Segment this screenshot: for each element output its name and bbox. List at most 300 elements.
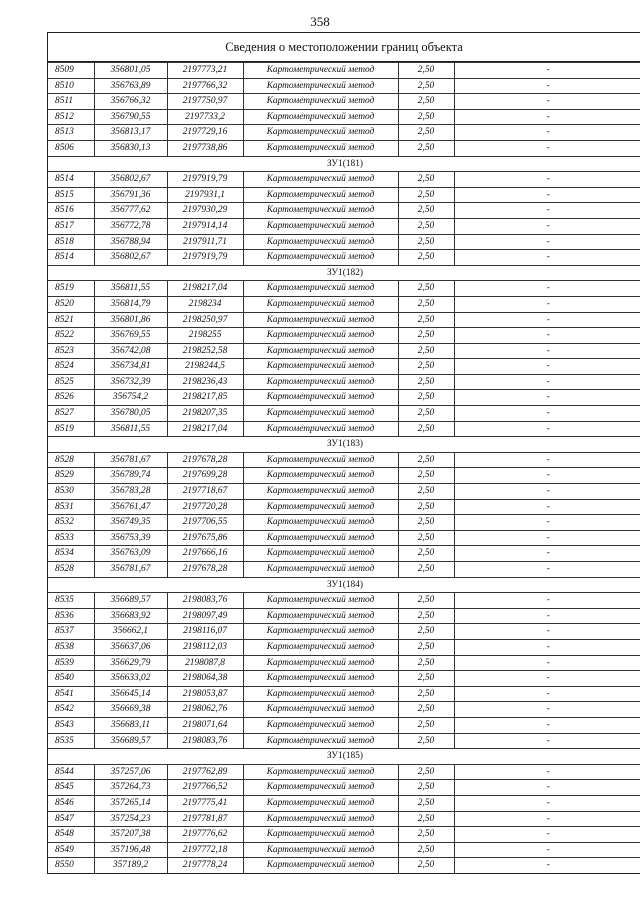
- x-coordinate-cell: 356633,02: [94, 671, 167, 687]
- method-cell: Картометрический метод: [243, 125, 398, 141]
- table-row: [48, 374, 640, 390]
- table-row: [48, 655, 640, 671]
- point-id-cell: 8542: [48, 702, 94, 718]
- table-row: [48, 187, 640, 203]
- accuracy-cell: 2,50: [398, 780, 454, 796]
- point-id-cell: 8521: [48, 312, 94, 328]
- table-row: [48, 452, 640, 468]
- method-cell: Картометрический метод: [243, 390, 398, 406]
- method-cell: Картометрический метод: [243, 733, 398, 749]
- y-coordinate-cell: 2198083,76: [167, 593, 243, 609]
- y-coordinate-cell: 2198053,87: [167, 686, 243, 702]
- section-header-row: [48, 437, 640, 453]
- note-cell: -: [454, 780, 640, 796]
- note-cell: -: [454, 499, 640, 515]
- point-id-cell: 8536: [48, 608, 94, 624]
- point-id-cell: 8531: [48, 499, 94, 515]
- note-cell: -: [454, 468, 640, 484]
- y-coordinate-cell: 2198252,58: [167, 343, 243, 359]
- x-coordinate-cell: 356645,14: [94, 686, 167, 702]
- note-cell: -: [454, 296, 640, 312]
- accuracy-cell: 2,50: [398, 764, 454, 780]
- x-coordinate-cell: 356789,74: [94, 468, 167, 484]
- section-label: ЗУ1(181): [48, 156, 640, 172]
- accuracy-cell: 2,50: [398, 94, 454, 110]
- section-header-row: [48, 577, 640, 593]
- accuracy-cell: 2,50: [398, 140, 454, 156]
- accuracy-cell: 2,50: [398, 499, 454, 515]
- table-row: [48, 593, 640, 609]
- method-cell: Картометрический метод: [243, 717, 398, 733]
- x-coordinate-cell: 356763,89: [94, 78, 167, 94]
- accuracy-cell: 2,50: [398, 452, 454, 468]
- accuracy-cell: 2,50: [398, 655, 454, 671]
- note-cell: -: [454, 359, 640, 375]
- accuracy-cell: 2,50: [398, 468, 454, 484]
- method-cell: Картометрический метод: [243, 499, 398, 515]
- accuracy-cell: 2,50: [398, 406, 454, 422]
- note-cell: -: [454, 390, 640, 406]
- table-row: [48, 312, 640, 328]
- point-id-cell: 8506: [48, 140, 94, 156]
- note-cell: -: [454, 858, 640, 873]
- note-cell: -: [454, 312, 640, 328]
- note-cell: -: [454, 484, 640, 500]
- point-id-cell: 8530: [48, 484, 94, 500]
- x-coordinate-cell: 356662,1: [94, 624, 167, 640]
- accuracy-cell: 2,50: [398, 608, 454, 624]
- point-id-cell: 8541: [48, 686, 94, 702]
- x-coordinate-cell: 356753,39: [94, 530, 167, 546]
- method-cell: Картометрический метод: [243, 671, 398, 687]
- y-coordinate-cell: 2198116,07: [167, 624, 243, 640]
- table-row: [48, 811, 640, 827]
- x-coordinate-cell: 356629,79: [94, 655, 167, 671]
- note-cell: -: [454, 281, 640, 297]
- table-row: [48, 296, 640, 312]
- y-coordinate-cell: 2198236,43: [167, 374, 243, 390]
- y-coordinate-cell: 2197762,89: [167, 764, 243, 780]
- y-coordinate-cell: 2198097,49: [167, 608, 243, 624]
- note-cell: -: [454, 187, 640, 203]
- note-cell: -: [454, 827, 640, 843]
- table-row: [48, 125, 640, 141]
- table-row: [48, 515, 640, 531]
- y-coordinate-cell: 2198255: [167, 328, 243, 344]
- y-coordinate-cell: 2197733,2: [167, 109, 243, 125]
- table-row: [48, 109, 640, 125]
- method-cell: Картометрический метод: [243, 484, 398, 500]
- note-cell: -: [454, 63, 640, 79]
- x-coordinate-cell: 356811,55: [94, 421, 167, 437]
- note-cell: -: [454, 624, 640, 640]
- point-id-cell: 8514: [48, 172, 94, 188]
- point-id-cell: 8529: [48, 468, 94, 484]
- y-coordinate-cell: 2197675,86: [167, 530, 243, 546]
- table-row: [48, 795, 640, 811]
- method-cell: Картометрический метод: [243, 780, 398, 796]
- method-cell: Картометрический метод: [243, 140, 398, 156]
- method-cell: Картометрический метод: [243, 515, 398, 531]
- y-coordinate-cell: 2197914,14: [167, 218, 243, 234]
- x-coordinate-cell: 356801,86: [94, 312, 167, 328]
- note-cell: -: [454, 452, 640, 468]
- x-coordinate-cell: 356781,67: [94, 452, 167, 468]
- table-row: [48, 468, 640, 484]
- x-coordinate-cell: 356749,35: [94, 515, 167, 531]
- point-id-cell: 8519: [48, 421, 94, 437]
- point-id-cell: 8538: [48, 639, 94, 655]
- x-coordinate-cell: 357207,38: [94, 827, 167, 843]
- accuracy-cell: 2,50: [398, 795, 454, 811]
- x-coordinate-cell: 357265,14: [94, 795, 167, 811]
- table-row: [48, 343, 640, 359]
- table-row: [48, 218, 640, 234]
- method-cell: Картометрический метод: [243, 827, 398, 843]
- x-coordinate-cell: 356802,67: [94, 172, 167, 188]
- y-coordinate-cell: 2198064,38: [167, 671, 243, 687]
- y-coordinate-cell: 2197750,97: [167, 94, 243, 110]
- table-row: [48, 686, 640, 702]
- accuracy-cell: 2,50: [398, 639, 454, 655]
- table-row: [48, 63, 640, 79]
- accuracy-cell: 2,50: [398, 593, 454, 609]
- table-row: [48, 608, 640, 624]
- note-cell: -: [454, 234, 640, 250]
- x-coordinate-cell: 356813,17: [94, 125, 167, 141]
- x-coordinate-cell: 356801,05: [94, 63, 167, 79]
- x-coordinate-cell: 356811,55: [94, 281, 167, 297]
- table-row: [48, 499, 640, 515]
- accuracy-cell: 2,50: [398, 686, 454, 702]
- table-row: [48, 78, 640, 94]
- page-number: 358: [310, 14, 330, 29]
- y-coordinate-cell: 2198217,04: [167, 421, 243, 437]
- note-cell: -: [454, 608, 640, 624]
- accuracy-cell: 2,50: [398, 717, 454, 733]
- point-id-cell: 8510: [48, 78, 94, 94]
- accuracy-cell: 2,50: [398, 343, 454, 359]
- method-cell: Картометрический метод: [243, 452, 398, 468]
- x-coordinate-cell: 357254,23: [94, 811, 167, 827]
- method-cell: Картометрический метод: [243, 312, 398, 328]
- method-cell: Картометрический метод: [243, 764, 398, 780]
- table-row: [48, 624, 640, 640]
- x-coordinate-cell: 356769,55: [94, 328, 167, 344]
- accuracy-cell: 2,50: [398, 702, 454, 718]
- y-coordinate-cell: 2198250,97: [167, 312, 243, 328]
- method-cell: Картометрический метод: [243, 421, 398, 437]
- table-row: [48, 234, 640, 250]
- point-id-cell: 8517: [48, 218, 94, 234]
- method-cell: Картометрический метод: [243, 78, 398, 94]
- accuracy-cell: 2,50: [398, 328, 454, 344]
- method-cell: Картометрический метод: [243, 702, 398, 718]
- coordinates-table: [48, 62, 640, 873]
- table-row: [48, 702, 640, 718]
- y-coordinate-cell: 2197781,87: [167, 811, 243, 827]
- point-id-cell: 8544: [48, 764, 94, 780]
- accuracy-cell: 2,50: [398, 218, 454, 234]
- accuracy-cell: 2,50: [398, 733, 454, 749]
- table-row: [48, 671, 640, 687]
- note-cell: -: [454, 655, 640, 671]
- y-coordinate-cell: 2198217,85: [167, 390, 243, 406]
- method-cell: Картометрический метод: [243, 250, 398, 266]
- accuracy-cell: 2,50: [398, 421, 454, 437]
- point-id-cell: 8535: [48, 733, 94, 749]
- x-coordinate-cell: 356830,13: [94, 140, 167, 156]
- point-id-cell: 8527: [48, 406, 94, 422]
- table-row: [48, 250, 640, 266]
- point-id-cell: 8533: [48, 530, 94, 546]
- x-coordinate-cell: 356777,62: [94, 203, 167, 219]
- table-row: [48, 94, 640, 110]
- note-cell: -: [454, 593, 640, 609]
- y-coordinate-cell: 2197766,32: [167, 78, 243, 94]
- point-id-cell: 8522: [48, 328, 94, 344]
- y-coordinate-cell: 2197699,28: [167, 468, 243, 484]
- table-title: Сведения о местоположении границ объекта: [48, 33, 640, 62]
- section-header-row: [48, 156, 640, 172]
- accuracy-cell: 2,50: [398, 172, 454, 188]
- point-id-cell: 8543: [48, 717, 94, 733]
- y-coordinate-cell: 2198207,35: [167, 406, 243, 422]
- table-row: [48, 842, 640, 858]
- point-id-cell: 8520: [48, 296, 94, 312]
- y-coordinate-cell: 2198244,5: [167, 359, 243, 375]
- accuracy-cell: 2,50: [398, 811, 454, 827]
- boundary-table-sheet: [47, 32, 640, 874]
- accuracy-cell: 2,50: [398, 515, 454, 531]
- note-cell: -: [454, 842, 640, 858]
- table-row: [48, 858, 640, 873]
- method-cell: Картометрический метод: [243, 858, 398, 873]
- y-coordinate-cell: 2198071,64: [167, 717, 243, 733]
- x-coordinate-cell: 356742,08: [94, 343, 167, 359]
- y-coordinate-cell: 2197729,16: [167, 125, 243, 141]
- method-cell: Картометрический метод: [243, 63, 398, 79]
- y-coordinate-cell: 2197678,28: [167, 562, 243, 578]
- accuracy-cell: 2,50: [398, 484, 454, 500]
- y-coordinate-cell: 2198112,03: [167, 639, 243, 655]
- x-coordinate-cell: 357196,48: [94, 842, 167, 858]
- point-id-cell: 8512: [48, 109, 94, 125]
- note-cell: -: [454, 515, 640, 531]
- point-id-cell: 8509: [48, 63, 94, 79]
- x-coordinate-cell: 356766,32: [94, 94, 167, 110]
- point-id-cell: 8532: [48, 515, 94, 531]
- y-coordinate-cell: 2197778,24: [167, 858, 243, 873]
- method-cell: Картометрический метод: [243, 406, 398, 422]
- section-label: ЗУ1(182): [48, 265, 640, 281]
- note-cell: -: [454, 671, 640, 687]
- accuracy-cell: 2,50: [398, 842, 454, 858]
- x-coordinate-cell: 356689,57: [94, 593, 167, 609]
- y-coordinate-cell: 2197678,28: [167, 452, 243, 468]
- note-cell: -: [454, 172, 640, 188]
- x-coordinate-cell: 357257,06: [94, 764, 167, 780]
- table-row: [48, 359, 640, 375]
- y-coordinate-cell: 2197919,79: [167, 250, 243, 266]
- section-header-row: [48, 749, 640, 765]
- point-id-cell: 8548: [48, 827, 94, 843]
- method-cell: Картометрический метод: [243, 686, 398, 702]
- table-row: [48, 827, 640, 843]
- note-cell: -: [454, 328, 640, 344]
- x-coordinate-cell: 356772,78: [94, 218, 167, 234]
- table-row: [48, 281, 640, 297]
- point-id-cell: 8523: [48, 343, 94, 359]
- point-id-cell: 8545: [48, 780, 94, 796]
- method-cell: Картометрический метод: [243, 343, 398, 359]
- table-row: [48, 421, 640, 437]
- note-cell: -: [454, 125, 640, 141]
- table-row: [48, 546, 640, 562]
- accuracy-cell: 2,50: [398, 78, 454, 94]
- method-cell: Картометрический метод: [243, 562, 398, 578]
- y-coordinate-cell: 2197919,79: [167, 172, 243, 188]
- method-cell: Картометрический метод: [243, 359, 398, 375]
- table-row: [48, 639, 640, 655]
- table-row: [48, 406, 640, 422]
- section-header-row: [48, 265, 640, 281]
- x-coordinate-cell: 356780,05: [94, 406, 167, 422]
- method-cell: Картометрический метод: [243, 530, 398, 546]
- y-coordinate-cell: 2197666,16: [167, 546, 243, 562]
- method-cell: Картометрический метод: [243, 234, 398, 250]
- point-id-cell: 8515: [48, 187, 94, 203]
- point-id-cell: 8514: [48, 250, 94, 266]
- accuracy-cell: 2,50: [398, 125, 454, 141]
- accuracy-cell: 2,50: [398, 671, 454, 687]
- point-id-cell: 8534: [48, 546, 94, 562]
- accuracy-cell: 2,50: [398, 250, 454, 266]
- y-coordinate-cell: 2197706,55: [167, 515, 243, 531]
- note-cell: -: [454, 811, 640, 827]
- x-coordinate-cell: 356683,11: [94, 717, 167, 733]
- accuracy-cell: 2,50: [398, 359, 454, 375]
- method-cell: Картометрический метод: [243, 296, 398, 312]
- table-row: [48, 328, 640, 344]
- y-coordinate-cell: 2198062,76: [167, 702, 243, 718]
- y-coordinate-cell: 2197775,41: [167, 795, 243, 811]
- accuracy-cell: 2,50: [398, 562, 454, 578]
- method-cell: Картометрический метод: [243, 281, 398, 297]
- note-cell: -: [454, 343, 640, 359]
- point-id-cell: 8540: [48, 671, 94, 687]
- y-coordinate-cell: 2197720,28: [167, 499, 243, 515]
- method-cell: Картометрический метод: [243, 593, 398, 609]
- note-cell: -: [454, 562, 640, 578]
- section-label: ЗУ1(183): [48, 437, 640, 453]
- note-cell: -: [454, 406, 640, 422]
- y-coordinate-cell: 2198083,76: [167, 733, 243, 749]
- note-cell: -: [454, 140, 640, 156]
- x-coordinate-cell: 356783,28: [94, 484, 167, 500]
- point-id-cell: 8516: [48, 203, 94, 219]
- x-coordinate-cell: 356637,06: [94, 639, 167, 655]
- note-cell: -: [454, 639, 640, 655]
- y-coordinate-cell: 2198217,04: [167, 281, 243, 297]
- table-row: [48, 780, 640, 796]
- y-coordinate-cell: 2198234: [167, 296, 243, 312]
- point-id-cell: 8513: [48, 125, 94, 141]
- point-id-cell: 8537: [48, 624, 94, 640]
- note-cell: -: [454, 795, 640, 811]
- note-cell: -: [454, 702, 640, 718]
- accuracy-cell: 2,50: [398, 312, 454, 328]
- accuracy-cell: 2,50: [398, 187, 454, 203]
- method-cell: Картометрический метод: [243, 546, 398, 562]
- method-cell: Картометрический метод: [243, 795, 398, 811]
- x-coordinate-cell: 356754,2: [94, 390, 167, 406]
- accuracy-cell: 2,50: [398, 546, 454, 562]
- y-coordinate-cell: 2197930,29: [167, 203, 243, 219]
- note-cell: -: [454, 109, 640, 125]
- table-row: [48, 717, 640, 733]
- x-coordinate-cell: 356814,79: [94, 296, 167, 312]
- table-row: [48, 484, 640, 500]
- accuracy-cell: 2,50: [398, 390, 454, 406]
- table-row: [48, 203, 640, 219]
- point-id-cell: 8547: [48, 811, 94, 827]
- method-cell: Картометрический метод: [243, 187, 398, 203]
- accuracy-cell: 2,50: [398, 234, 454, 250]
- method-cell: Картометрический метод: [243, 328, 398, 344]
- point-id-cell: 8528: [48, 452, 94, 468]
- table-row: [48, 172, 640, 188]
- table-row: [48, 140, 640, 156]
- accuracy-cell: 2,50: [398, 624, 454, 640]
- method-cell: Картометрический метод: [243, 468, 398, 484]
- x-coordinate-cell: 356788,94: [94, 234, 167, 250]
- accuracy-cell: 2,50: [398, 203, 454, 219]
- y-coordinate-cell: 2198087,8: [167, 655, 243, 671]
- x-coordinate-cell: 356802,67: [94, 250, 167, 266]
- table-row: [48, 562, 640, 578]
- y-coordinate-cell: 2197931,1: [167, 187, 243, 203]
- x-coordinate-cell: 357189,2: [94, 858, 167, 873]
- point-id-cell: 8526: [48, 390, 94, 406]
- point-id-cell: 8524: [48, 359, 94, 375]
- note-cell: -: [454, 250, 640, 266]
- table-row: [48, 390, 640, 406]
- method-cell: Картометрический метод: [243, 639, 398, 655]
- point-id-cell: 8519: [48, 281, 94, 297]
- note-cell: -: [454, 686, 640, 702]
- point-id-cell: 8539: [48, 655, 94, 671]
- accuracy-cell: 2,50: [398, 296, 454, 312]
- x-coordinate-cell: 356689,57: [94, 733, 167, 749]
- point-id-cell: 8511: [48, 94, 94, 110]
- y-coordinate-cell: 2197738,86: [167, 140, 243, 156]
- x-coordinate-cell: 356732,39: [94, 374, 167, 390]
- accuracy-cell: 2,50: [398, 858, 454, 873]
- x-coordinate-cell: 356790,55: [94, 109, 167, 125]
- x-coordinate-cell: 356669,38: [94, 702, 167, 718]
- method-cell: Картометрический метод: [243, 172, 398, 188]
- method-cell: Картометрический метод: [243, 608, 398, 624]
- y-coordinate-cell: 2197773,21: [167, 63, 243, 79]
- point-id-cell: 8546: [48, 795, 94, 811]
- point-id-cell: 8535: [48, 593, 94, 609]
- note-cell: -: [454, 733, 640, 749]
- x-coordinate-cell: 356791,36: [94, 187, 167, 203]
- note-cell: -: [454, 203, 640, 219]
- point-id-cell: 8549: [48, 842, 94, 858]
- x-coordinate-cell: 356781,67: [94, 562, 167, 578]
